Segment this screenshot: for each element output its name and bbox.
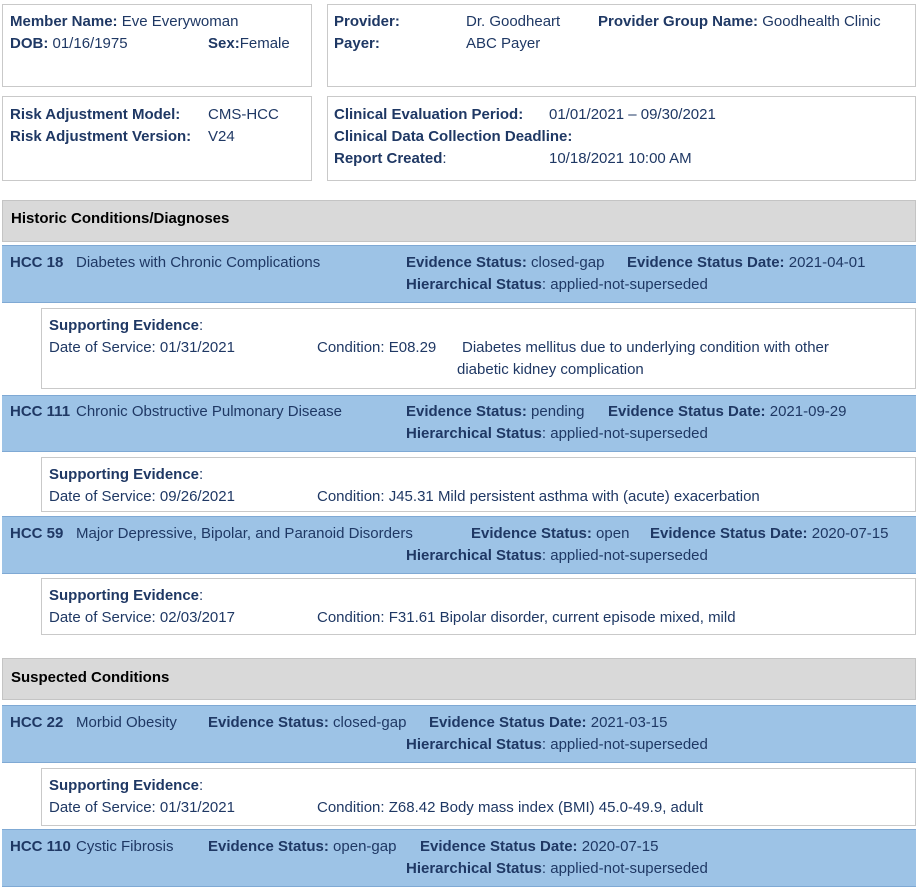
hierarchical-status [406,858,708,880]
risk-model-value: CMS-HCC [208,106,279,123]
member-name-row [10,11,238,33]
supporting-evidence-label: Supporting Evidence [49,466,200,483]
condition-code: F31.61 [388,609,436,626]
suspected-section-title: Suspected Conditions [11,669,170,686]
condition-description: Mild persistent asthma with (acute) exacerbation [437,488,760,505]
condition-label: Condition: [317,339,385,356]
evidence-status-label: Evidence Status: [471,525,592,542]
risk-version-value: V24 [208,128,235,145]
evidence-status-label: Evidence Status: [208,714,329,731]
sex-label: Sex: [208,35,240,52]
evidence-status-date [627,252,865,274]
payer-label: Payer: [334,35,380,52]
evidence-status-label: Evidence Status: [406,403,527,420]
evidence-status-date-value: 2021-03-15 [590,714,668,731]
evidence-status-value: closed-gap [333,714,407,731]
provider-group-row [598,11,881,33]
supporting-evidence-title [49,315,203,337]
hierarchical-status-value: applied-not-superseded [550,736,708,753]
hierarchical-status-label: Hierarchical Status [406,425,542,442]
colon: : [541,276,547,293]
supporting-evidence-label: Supporting Evidence [49,777,200,794]
condition [317,797,703,819]
hierarchical-status [406,274,708,296]
hcc-code: HCC 111 [10,403,71,420]
sex-row [208,33,290,55]
condition-code: J45.31 [388,488,434,505]
evidence-status-date [429,712,667,734]
member-name-value: Eve Everywoman [121,13,239,30]
clinical-period-label: Clinical Evaluation Period: [334,106,524,123]
report-created-colon: : [442,150,447,167]
hcc-name: Chronic Obstructive Pulmonary Disease [76,403,342,420]
suspected-section-header [2,658,916,700]
evidence-status-date-value: 2020-07-15 [581,838,659,855]
hcc-name: Major Depressive, Bipolar, and Paranoid Disorders [76,525,413,542]
date-of-service [49,607,235,629]
hcc-code: HCC 59 [10,525,64,542]
hcc-code: HCC 18 [10,254,64,271]
hierarchical-status-value: applied-not-superseded [550,276,708,293]
hierarchical-status [406,545,708,567]
supporting-evidence-title [49,464,203,486]
evidence-status-date-label: Evidence Status Date: [420,838,578,855]
report-created-value: 10/18/2021 10:00 AM [549,150,692,167]
evidence-status-value: open-gap [333,838,397,855]
supporting-evidence-title [49,585,203,607]
hcc-code: HCC 110 [10,838,71,855]
risk-model-label: Risk Adjustment Model: [10,106,181,123]
condition-label: Condition: [317,609,385,626]
evidence-status [406,401,584,423]
hierarchical-status [406,734,708,756]
supporting-evidence-label: Supporting Evidence [49,317,200,334]
hierarchical-status-label: Hierarchical Status [406,860,542,877]
colon: : [541,736,547,753]
date-of-service-label: Date of Service: [49,799,156,816]
report-created-label: Report Created [334,150,443,167]
date-of-service-label: Date of Service: [49,609,156,626]
report-created-row [334,148,447,170]
date-of-service-value: 09/26/2021 [159,488,235,505]
dob-row [10,33,128,55]
sex-value: Female [239,35,290,52]
evidence-status-label: Evidence Status: [208,838,329,855]
historic-section-header [2,200,916,242]
condition-description: Body mass index (BMI) 45.0-49.9, adult [439,799,704,816]
hcc-name: Diabetes with Chronic Complications [76,254,321,271]
evidence-status-value: pending [531,403,585,420]
hcc-name: Morbid Obesity [76,714,177,731]
dob-value: 01/16/1975 [52,35,128,52]
condition-label: Condition: [317,488,385,505]
date-of-service-value: 01/31/2021 [159,339,235,356]
date-of-service-label: Date of Service: [49,339,156,356]
evidence-status-date [650,523,888,545]
condition-description: Bipolar disorder, current episode mixed, mild [439,609,736,626]
payer-value: ABC Payer [466,35,541,52]
condition [317,337,436,359]
date-of-service [49,337,235,359]
evidence-status-date-value: 2021-09-29 [769,403,847,420]
dob-label: DOB: [10,35,49,52]
evidence-status-date-label: Evidence Status Date: [627,254,785,271]
hierarchical-status-value: applied-not-superseded [550,425,708,442]
hcc-name: Cystic Fibrosis [76,838,174,855]
evidence-status [406,252,604,274]
evidence-status-label: Evidence Status: [406,254,527,271]
provider-group-label: Provider Group Name: [598,13,759,30]
condition-description: Diabetes mellitus due to underlying condition with other [462,339,829,356]
risk-version-label: Risk Adjustment Version: [10,128,192,145]
hierarchical-status-value: applied-not-superseded [550,547,708,564]
evidence-status-value: open [596,525,630,542]
hcc-code: HCC 22 [10,714,64,731]
provider-group-value: Goodhealth Clinic [762,13,881,30]
clinical-period-value: 01/01/2021 – 09/30/2021 [549,106,716,123]
supporting-evidence-title [49,775,203,797]
evidence-status [208,836,396,858]
hierarchical-status-label: Hierarchical Status [406,276,542,293]
evidence-status [471,523,629,545]
evidence-status-value: closed-gap [531,254,605,271]
hierarchical-status-value: applied-not-superseded [550,860,708,877]
provider-value: Dr. Goodheart [466,13,561,30]
colon: : [541,547,547,564]
condition-label: Condition: [317,799,385,816]
date-of-service-label: Date of Service: [49,488,156,505]
condition-code: E08.29 [388,339,437,356]
colon: : [541,425,547,442]
evidence-status-date [420,836,658,858]
date-of-service [49,486,235,508]
colon: : [199,587,204,604]
evidence-status [208,712,406,734]
condition [317,486,760,508]
evidence-status-date [608,401,846,423]
member-name-label: Member Name: [10,13,118,30]
date-of-service-value: 01/31/2021 [159,799,235,816]
evidence-status-date-label: Evidence Status Date: [429,714,587,731]
evidence-status-date-value: 2020-07-15 [811,525,889,542]
colon: : [541,860,547,877]
historic-section-title: Historic Conditions/Diagnoses [11,210,230,227]
condition [317,607,736,629]
colon: : [199,317,204,334]
evidence-status-date-label: Evidence Status Date: [608,403,766,420]
date-of-service [49,797,235,819]
evidence-status-date-label: Evidence Status Date: [650,525,808,542]
colon: : [199,777,204,794]
colon: : [199,466,204,483]
date-of-service-value: 02/03/2017 [159,609,235,626]
provider-label: Provider: [334,13,400,30]
supporting-evidence-label: Supporting Evidence [49,587,200,604]
hierarchical-status-label: Hierarchical Status [406,736,542,753]
hierarchical-status [406,423,708,445]
evidence-status-date-value: 2021-04-01 [788,254,866,271]
clinical-deadline-label: Clinical Data Collection Deadline: [334,128,573,145]
condition-code: Z68.42 [388,799,436,816]
condition-description-continued: diabetic kidney complication [457,361,644,378]
hierarchical-status-label: Hierarchical Status [406,547,542,564]
